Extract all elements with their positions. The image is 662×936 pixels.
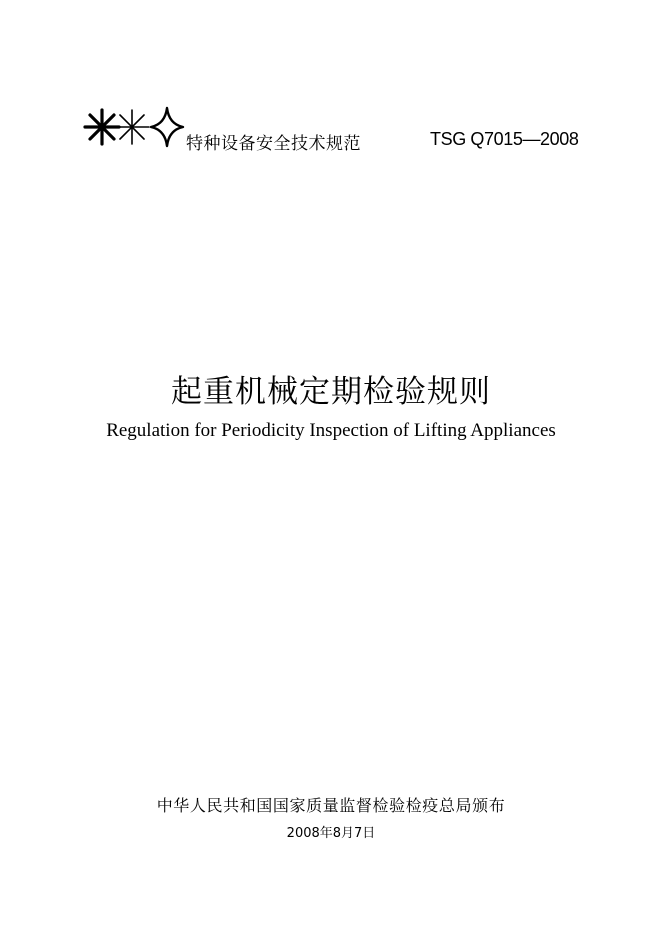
header [82, 104, 602, 156]
series-title: 特种设备安全技术规范 [186, 134, 361, 154]
standard-code: TSG Q7015—2008 [430, 129, 579, 149]
issuing-authority: 中华人民共和国国家质量监督检验检疫总局颁布 [156, 796, 506, 815]
tsg-star-logo-icon [82, 104, 186, 156]
document-title-english: Regulation for Periodicity Inspection of Lifting Appliances [106, 420, 556, 441]
issue-date: 2008年8月7日 [286, 826, 376, 841]
document-title-chinese: 起重机械定期检验规则 [171, 374, 491, 410]
